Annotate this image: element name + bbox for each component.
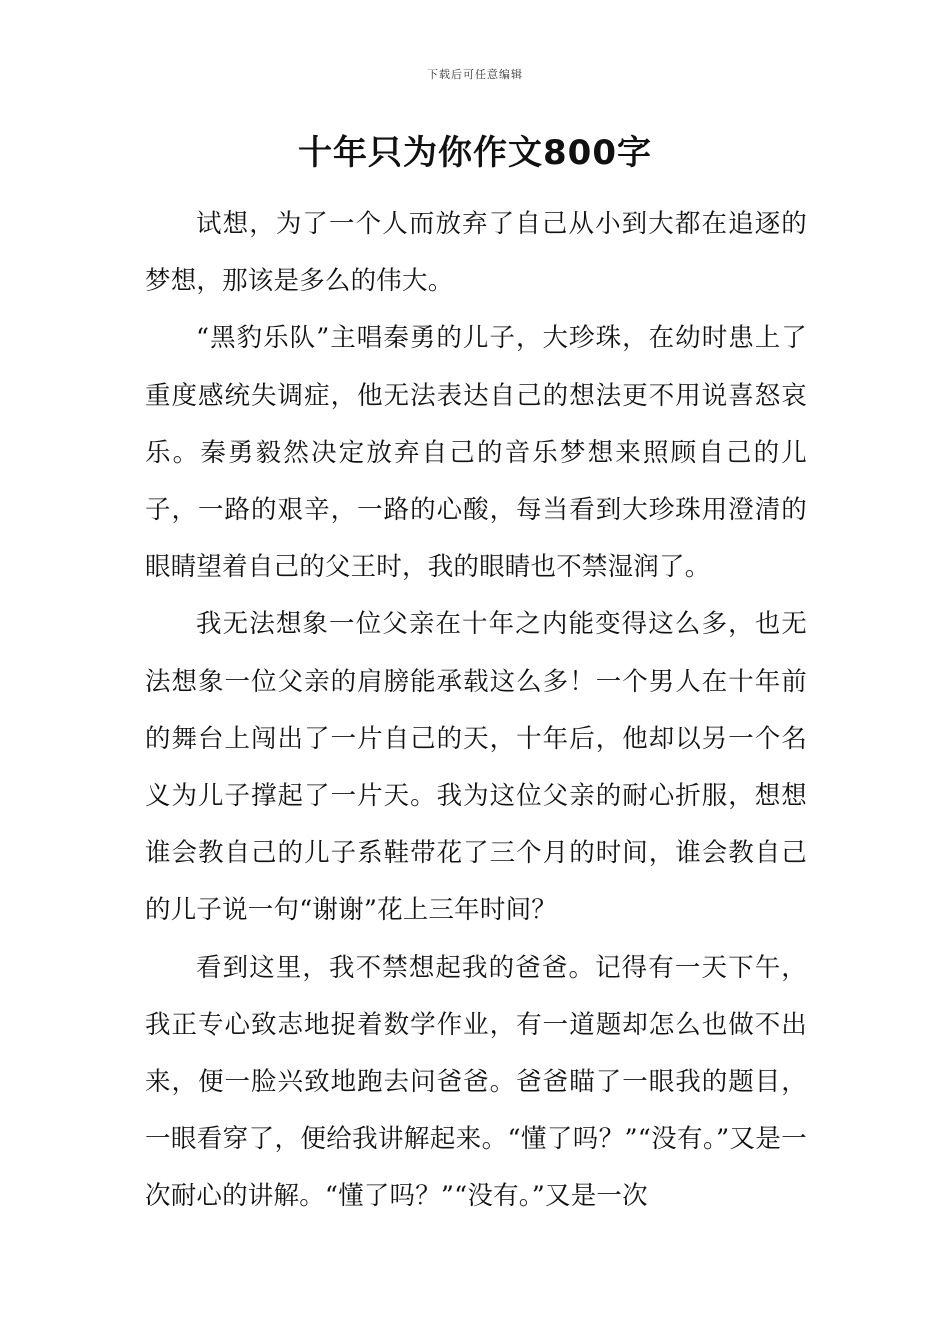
paragraph-1: 试想，为了一个人而放弃了自己从小到大都在追逐的梦想，那该是多么的伟大。 xyxy=(145,209,807,297)
paragraph-4: 看到这里，我不禁想起我的爸爸。记得有一天下午，我正专心致志地捉着数学作业，有一道题却怎么也做不出来，便一脸兴致地跑去问爸爸。爸爸瞄了一眼我的题目，一眼看穿了，便给我讲解起来。“懂了吗？”“没有。”又是一次耐心的讲解。“懂了吗？”“没有。”又是一次 xyxy=(145,952,807,1212)
document-title: 十年只为你作文800字 xyxy=(298,133,652,173)
header-note: 下载后可任意编辑 xyxy=(427,68,523,81)
paragraph-2: “黑豹乐队”主唱秦勇的儿子，大珍珠，在幼时患上了重度感统失调症，他无法表达自己的想法更不用说喜怒哀乐。秦勇毅然决定放弃自己的音乐梦想来照顾自己的儿子，一路的艰辛，一路的心酸，每当看到大珍珠用澄清的眼睛望着自己的父王时，我的眼睛也不禁湿润了。 xyxy=(145,323,807,583)
paragraph-3: 我无法想象一位父亲在十年之内能变得这么多，也无法想象一位父亲的肩膀能承载这么多！一个男人在十年前的舞台上闯出了一片自己的天，十年后，他却以另一个名义为儿子撑起了一片天。我为这位父亲的耐心折服，想想谁会教自己的儿子系鞋带花了三个月的时间，谁会教自己的儿子说一句“谢谢”花上三年时间？ xyxy=(145,609,807,926)
document-body xyxy=(145,196,807,1226)
